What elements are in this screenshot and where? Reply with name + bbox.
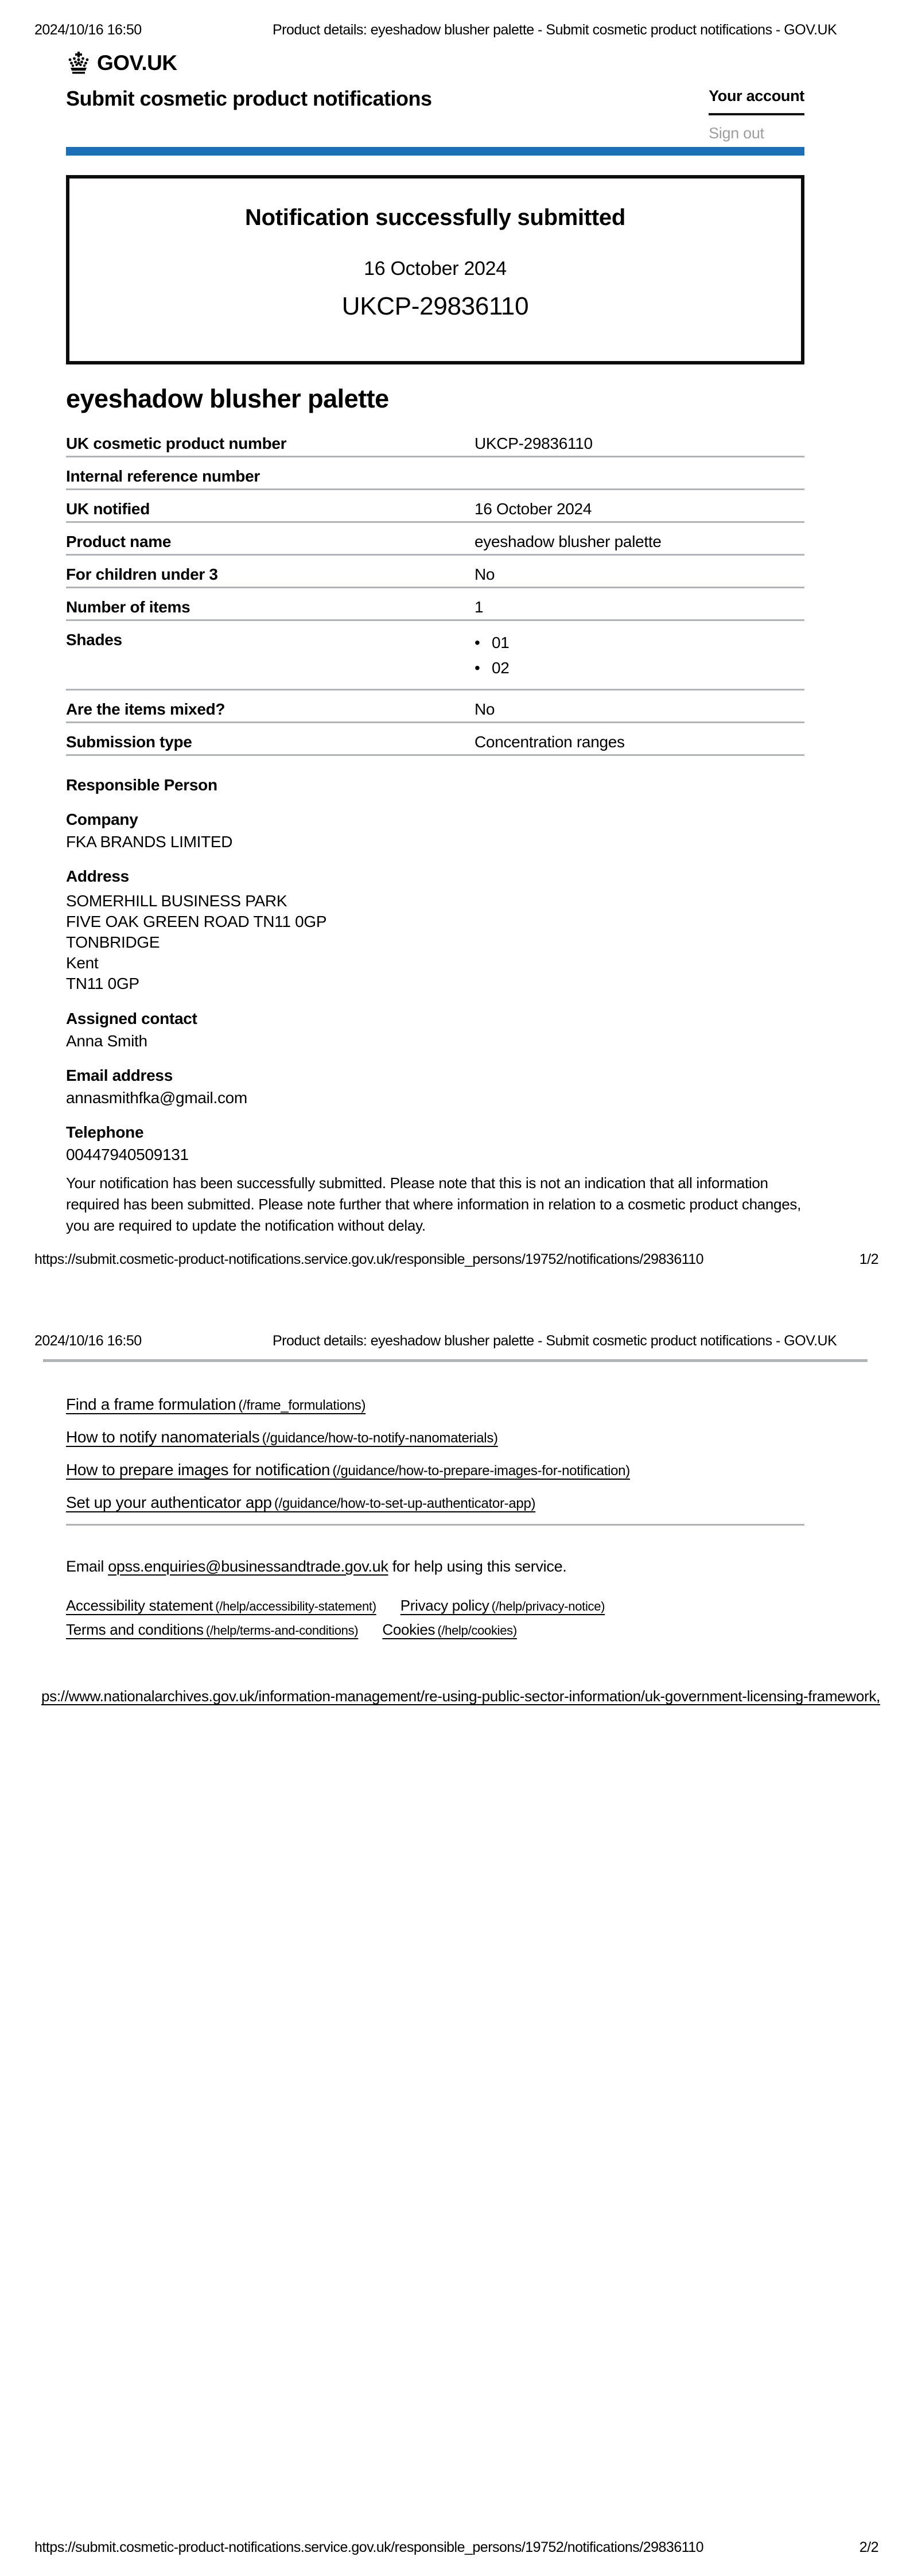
table-row: Submission type Concentration ranges [66, 723, 804, 756]
table-row: For children under 3 No [66, 556, 804, 588]
assigned-contact-label: Assigned contact [66, 1010, 197, 1027]
page-title: eyeshadow blusher palette [66, 384, 389, 413]
privacy-policy-link[interactable]: Privacy policy (/help/privacy-notice) [400, 1597, 605, 1614]
table-row: Number of items 1 [66, 588, 804, 621]
print-footer-page-number: 2/2 [859, 2539, 878, 2555]
national-archives-licence-link[interactable]: ps://www.nationalarchives.gov.uk/information-management/re-using-public-sector-information/uk-government-licensing-framework, [41, 1687, 880, 1705]
crown-icon [66, 51, 91, 76]
page2-header-divider [43, 1359, 868, 1362]
table-row-shades: Shades • 01 • 02 [66, 621, 804, 690]
assigned-contact-value: Anna Smith [66, 1032, 147, 1050]
email-label: Email address [66, 1066, 173, 1084]
table-row: Internal reference number [66, 457, 804, 490]
table-row: UK cosmetic product number UKCP-29836110 [66, 431, 804, 457]
address-value: SOMERHILL BUSINESS PARK FIVE OAK GREEN ROAD TN11 0GP TONBRIDGE Kent TN11 0GP [66, 892, 327, 992]
notify-nanomaterials-link[interactable]: How to notify nanomaterials (/guidance/how-to-notify-nanomaterials) [66, 1428, 498, 1446]
responsible-person-heading: Responsible Person [66, 776, 217, 794]
service-name[interactable]: Submit cosmetic product notifications [66, 87, 432, 110]
telephone-label: Telephone [66, 1123, 144, 1141]
frame-formulation-link[interactable]: Find a frame formulation (/frame_formulations) [66, 1395, 366, 1413]
telephone-value: 00447940509131 [66, 1146, 189, 1163]
terms-and-conditions-link[interactable]: Terms and conditions (/help/terms-and-conditions) [66, 1621, 359, 1638]
related-links [66, 1394, 630, 1524]
cookies-link[interactable]: Cookies (/help/cookies) [382, 1621, 517, 1638]
confirmation-panel [66, 175, 804, 364]
panel-title: Notification successfully submitted [245, 205, 625, 230]
company-value: FKA BRANDS LIMITED [66, 833, 233, 851]
footer-divider [66, 1524, 804, 1526]
account-nav [709, 87, 804, 142]
authenticator-app-link[interactable]: Set up your authenticator app (/guidance/how-to-set-up-authenticator-app) [66, 1493, 536, 1511]
shade-item: • 01 [475, 630, 804, 655]
submission-notice: Your notification has been successfully submitted. Please note that this is not an indication that all information required has been submitted. Please note further that where information in relation to a cosmetic product changes, you are required to update the notification without delay. [66, 1174, 801, 1234]
product-summary-table [66, 431, 804, 756]
print-header-datetime: 2024/10/16 16:50 [34, 1333, 142, 1349]
your-account-link[interactable]: Your account [709, 87, 804, 115]
print-footer-page-number: 1/2 [859, 1251, 878, 1267]
table-row: Are the items mixed? No [66, 690, 804, 723]
print-footer-url: https://submit.cosmetic-product-notifications.service.gov.uk/responsible_persons/19752/notifications/29836110 [34, 1251, 704, 1267]
print-footer-url: https://submit.cosmetic-product-notifications.service.gov.uk/responsible_persons/19752/notifications/29836110 [34, 2539, 704, 2555]
company-label: Company [66, 810, 138, 828]
govuk-logo-text: GOV.UK [97, 51, 177, 75]
panel-reference: UKCP-29836110 [341, 292, 529, 320]
shades-list [475, 630, 804, 681]
address-label: Address [66, 867, 129, 885]
table-row: UK notified 16 October 2024 [66, 490, 804, 523]
shade-item: • 02 [475, 655, 804, 681]
prepare-images-link[interactable]: How to prepare images for notification (/guidance/how-to-prepare-images-for-notification) [66, 1461, 630, 1479]
help-email-line: Email opss.enquiries@businessandtrade.gov.uk for help using this service. [66, 1558, 567, 1575]
table-row: Product name eyeshadow blusher palette [66, 523, 804, 556]
print-header-datetime: 2024/10/16 16:50 [34, 22, 142, 38]
email-value: annasmithfka@gmail.com [66, 1089, 247, 1107]
accessibility-statement-link[interactable]: Accessibility statement (/help/accessibility-statement) [66, 1597, 376, 1614]
meta-links-row-2 [66, 1621, 517, 1639]
page1-content [66, 49, 804, 1236]
help-email-link[interactable]: opss.enquiries@businessandtrade.gov.uk [108, 1558, 388, 1575]
header-blue-bar [66, 147, 804, 156]
print-header-title: Product details: eyeshadow blusher palette - Submit cosmetic product notifications - GOV.UK [273, 22, 837, 38]
meta-links-row-1 [66, 1597, 605, 1615]
govuk-logo[interactable] [66, 49, 804, 77]
panel-date: 16 October 2024 [364, 258, 507, 280]
sign-out-link[interactable]: Sign out [709, 125, 764, 142]
print-header-title: Product details: eyeshadow blusher palette - Submit cosmetic product notifications - GOV.UK [273, 1333, 837, 1349]
